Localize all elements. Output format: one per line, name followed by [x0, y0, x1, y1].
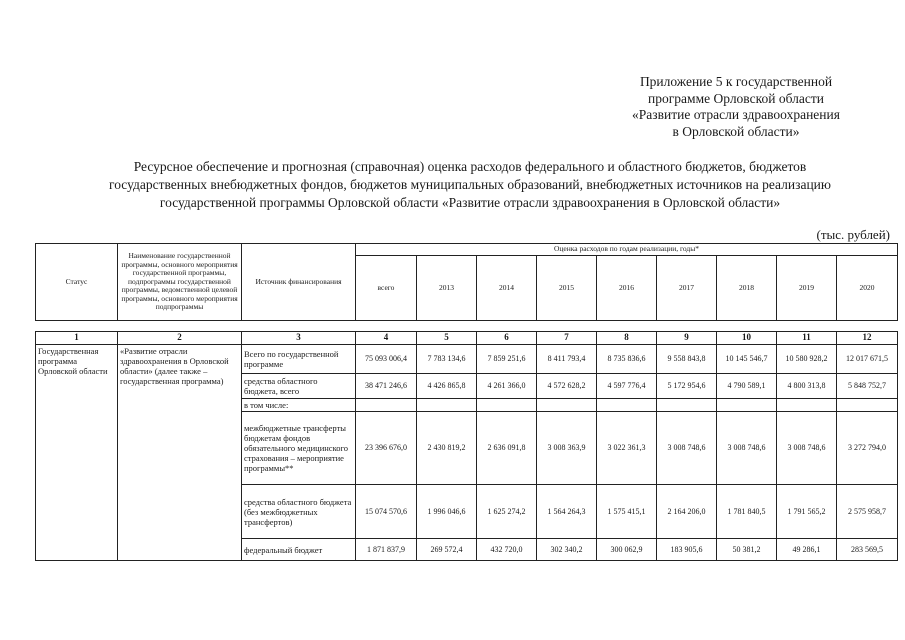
- value-cell: 2 164 206,0: [657, 485, 717, 539]
- column-number: 6: [477, 332, 537, 345]
- header-status: Статус: [36, 244, 118, 321]
- column-number: 3: [242, 332, 356, 345]
- value-cell: 4 426 865,8: [417, 374, 477, 399]
- column-number: 11: [777, 332, 837, 345]
- column-number: 4: [356, 332, 417, 345]
- value-cell: [657, 399, 717, 412]
- value-cell: 1 575 415,1: [597, 485, 657, 539]
- value-cell: 3 008 748,6: [717, 412, 777, 485]
- value-cell: 50 381,2: [717, 539, 777, 561]
- value-cell: 1 564 264,3: [537, 485, 597, 539]
- header-estimate: Оценка расходов по годам реализации, годы*: [356, 244, 898, 256]
- source-cell: в том числе:: [242, 399, 356, 412]
- value-cell: 1 625 274,2: [477, 485, 537, 539]
- header-year: 2014: [477, 255, 537, 320]
- value-cell: 3 272 794,0: [837, 412, 898, 485]
- value-cell: 2 430 819,2: [417, 412, 477, 485]
- value-cell: 8 411 793,4: [537, 345, 597, 374]
- value-cell: [537, 399, 597, 412]
- value-cell: 300 062,9: [597, 539, 657, 561]
- heading-line: Ресурсное обеспечение и прогнозная (справочная) оценка расходов федерального и областного бюджетов, бюджетов: [133, 159, 807, 174]
- column-number: 9: [657, 332, 717, 345]
- header-total: всего: [356, 255, 417, 320]
- value-cell: 10 145 546,7: [717, 345, 777, 374]
- appendix-line: в Орловской области»: [672, 123, 800, 139]
- value-cell: [837, 399, 898, 412]
- units-label: (тыс. рублей): [816, 227, 890, 242]
- value-cell: 12 017 671,5: [837, 345, 898, 374]
- source-cell: федеральный бюджет: [242, 539, 356, 561]
- header-year: 2015: [537, 255, 597, 320]
- value-cell: 432 720,0: [477, 539, 537, 561]
- value-cell: 4 572 628,2: [537, 374, 597, 399]
- value-cell: [717, 399, 777, 412]
- column-number: 1: [36, 332, 118, 345]
- value-cell: 302 340,2: [537, 539, 597, 561]
- value-cell: 3 008 363,9: [537, 412, 597, 485]
- value-cell: 75 093 006,4: [356, 345, 417, 374]
- appendix-line: Приложение 5 к государственной: [639, 74, 833, 89]
- source-cell: межбюджетные трансферты бюджетам фондов обязательного медицинского страхования – мероприятие программы**: [242, 412, 356, 485]
- value-cell: 269 572,4: [417, 539, 477, 561]
- value-cell: 4 790 589,1: [717, 374, 777, 399]
- value-cell: [477, 399, 537, 412]
- header-year: 2019: [777, 255, 837, 320]
- value-cell: 8 735 836,6: [597, 345, 657, 374]
- value-cell: 1 996 046,6: [417, 485, 477, 539]
- value-cell: 1 791 565,2: [777, 485, 837, 539]
- value-cell: 38 471 246,6: [356, 374, 417, 399]
- value-cell: 1 871 837,9: [356, 539, 417, 561]
- status-cell: Государственная программа Орловской области: [36, 345, 118, 561]
- appendix-line: «Развитие отрасли здравоохранения: [632, 107, 840, 122]
- value-cell: [417, 399, 477, 412]
- source-cell: Всего по государственной программе: [242, 345, 356, 374]
- header-year: 2018: [717, 255, 777, 320]
- heading-line: государственной программы Орловской области «Развитие отрасли здравоохранения в Орловской области»: [159, 195, 781, 210]
- appendix-note: [566, 74, 905, 140]
- source-cell: средства областного бюджета (без межбюджетных трансфертов): [242, 485, 356, 539]
- value-cell: 15 074 570,6: [356, 485, 417, 539]
- value-cell: 283 569,5: [837, 539, 898, 561]
- document-heading: [40, 158, 900, 212]
- value-cell: 4 800 313,8: [777, 374, 837, 399]
- value-cell: 10 580 928,2: [777, 345, 837, 374]
- source-cell: средства областного бюджета, всего: [242, 374, 356, 399]
- value-cell: 49 286,1: [777, 539, 837, 561]
- value-cell: 183 905,6: [657, 539, 717, 561]
- value-cell: 4 597 776,4: [597, 374, 657, 399]
- header-year: 2017: [657, 255, 717, 320]
- value-cell: 5 848 752,7: [837, 374, 898, 399]
- value-cell: 3 008 748,6: [657, 412, 717, 485]
- value-cell: [597, 399, 657, 412]
- value-cell: 2 636 091,8: [477, 412, 537, 485]
- heading-line: государственных внебюджетных фондов, бюджетов муниципальных образований, внебюджетных источников на реализацию: [109, 177, 831, 192]
- appendix-line: программе Орловской области: [648, 90, 824, 106]
- value-cell: [356, 399, 417, 412]
- table-header: [35, 243, 898, 321]
- program-name-cell: «Развитие отрасли здравоохранения в Орловской области» (далее также – государственная программа): [118, 345, 242, 561]
- value-cell: 4 261 366,0: [477, 374, 537, 399]
- column-number: 12: [837, 332, 898, 345]
- value-cell: 7 859 251,6: [477, 345, 537, 374]
- column-number-row: [36, 332, 898, 345]
- header-year: 2016: [597, 255, 657, 320]
- header-year: 2020: [837, 255, 898, 320]
- value-cell: [777, 399, 837, 412]
- value-cell: 2 575 958,7: [837, 485, 898, 539]
- value-cell: 9 558 843,8: [657, 345, 717, 374]
- value-cell: 3 022 361,3: [597, 412, 657, 485]
- column-number: 2: [118, 332, 242, 345]
- value-cell: 3 008 748,6: [777, 412, 837, 485]
- value-cell: 23 396 676,0: [356, 412, 417, 485]
- value-cell: 7 783 134,6: [417, 345, 477, 374]
- column-number: 5: [417, 332, 477, 345]
- column-number: 10: [717, 332, 777, 345]
- header-name: Наименование государственной программы, основного мероприятия государственной программы, подпрограммы государственной программы, ведомственной целевой программы, основного мероприятия подпрограммы: [118, 244, 242, 321]
- table-body: [35, 331, 898, 561]
- header-source: Источник финансирования: [242, 244, 356, 321]
- column-number: 8: [597, 332, 657, 345]
- value-cell: 5 172 954,6: [657, 374, 717, 399]
- column-number: 7: [537, 332, 597, 345]
- header-year: 2013: [417, 255, 477, 320]
- table-row: [36, 345, 898, 374]
- value-cell: 1 781 840,5: [717, 485, 777, 539]
